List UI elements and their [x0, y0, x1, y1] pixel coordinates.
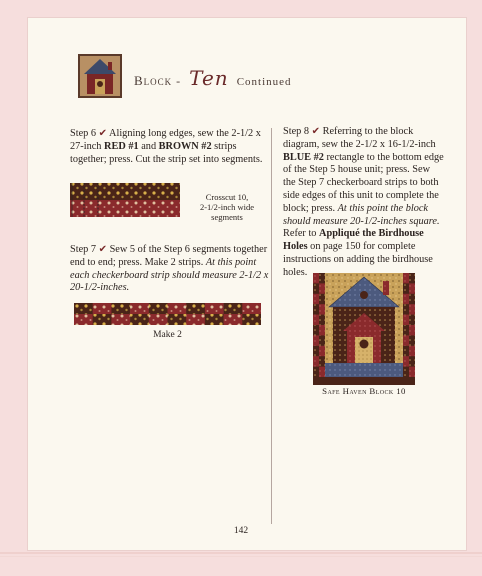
block-side-cell [403, 304, 409, 315]
checker-cell [130, 314, 149, 325]
block-side-cell [319, 335, 325, 346]
step8-text-2: rectangle to the bottom edge of the Step 5 house unit; press. Sew the Step 7 checkerboard strips to both side edges of this unit to complete the block; press. [283, 151, 444, 214]
block-side-cell [319, 367, 325, 378]
step8-text-3: Refer to [283, 228, 320, 240]
block-side-cell [319, 356, 325, 367]
block-side-cell [409, 335, 415, 346]
checker-cell [149, 303, 168, 314]
step8-label: Step 8 [283, 126, 310, 137]
block-side-cell [313, 367, 319, 378]
checker-cell [130, 303, 149, 314]
block-side-cell [409, 346, 415, 357]
step8-text-1: Referring to the block diagram, sew the 2-1/2 x 16-1/2-inch [283, 126, 436, 150]
checker-cell [111, 303, 130, 314]
block-caption: Safe Haven Block 10 [322, 386, 406, 396]
checker-cell [186, 303, 205, 314]
checker-cell [111, 314, 130, 325]
page-number: 142 [233, 526, 249, 536]
step8-blue: BLUE #2 [283, 151, 324, 163]
checker-cell [74, 314, 93, 325]
block-side-cell [319, 325, 325, 336]
checker-cell [168, 314, 187, 325]
block-header [78, 54, 438, 106]
block-side-cell [403, 346, 409, 357]
block-side-cell [409, 315, 415, 326]
step8-paragraph [283, 126, 445, 280]
step6-text-2: and [138, 140, 159, 152]
block-side-cell [313, 346, 319, 357]
checker-cell [242, 314, 261, 325]
step6-brown: BROWN #2 [158, 140, 212, 152]
checkmark-icon: ✔ [98, 128, 107, 139]
step6-label: Step 6 [70, 128, 97, 139]
block-side-cell [409, 356, 415, 367]
checkmark-icon: ✔ [98, 244, 107, 255]
block-side-cell [313, 304, 319, 315]
block-side-cell [409, 283, 415, 294]
checker-cell [205, 303, 224, 314]
checkerboard-strip-illustration [74, 303, 261, 325]
block-side-cell [409, 273, 415, 284]
step7-italic: At this point each checkerboard strip should measure 2-1/2 x 20-1/2-inches. [70, 256, 269, 294]
step7-label: Step 7 [70, 244, 97, 255]
step6-text-1: Aligning long edges, sew the 2-1/2 x 27-inch [70, 128, 261, 152]
block-side-cell [313, 283, 319, 294]
block-side-cell [403, 273, 409, 284]
checker-cell [149, 314, 168, 325]
block-side-cell [403, 335, 409, 346]
block-side-cell [313, 273, 319, 284]
block-side-cell [319, 294, 325, 305]
block-side-cell [409, 294, 415, 305]
block-side-cell [409, 325, 415, 336]
checker-cell [242, 303, 261, 314]
checker-cell [205, 314, 224, 325]
block-side-cell [319, 283, 325, 294]
checker-cell [93, 314, 112, 325]
bottom-border [0, 552, 482, 554]
block-thumbnail-icon [78, 54, 122, 98]
step8-bold-link: Appliqué the Birdhouse Holes [283, 228, 424, 253]
step8-text-4: on page 150 for complete instructions on adding the birdhouse holes. [283, 241, 433, 278]
block-side-cell [313, 315, 319, 326]
safe-haven-block-illustration [313, 273, 415, 385]
block-side-cell [409, 304, 415, 315]
crosscut-line1: Crosscut 10, [205, 192, 249, 202]
checker-cell [74, 303, 93, 314]
make-2-label: Make 2 [153, 330, 182, 340]
block-title [134, 66, 292, 90]
strip-set-illustration [70, 181, 180, 219]
step7-paragraph [70, 244, 270, 295]
block-side-cell [403, 325, 409, 336]
title-ten-word: Ten [189, 66, 229, 90]
step6-block [70, 128, 268, 166]
block-side-cell [403, 283, 409, 294]
step8-italic: At this point the block should measure 20-1/2-inches square. [283, 202, 440, 227]
checker-cell [186, 314, 205, 325]
block-side-cell [313, 294, 319, 305]
block-side-cell [319, 315, 325, 326]
block-side-cell [403, 356, 409, 367]
block-side-cell [313, 356, 319, 367]
checker-cell [93, 303, 112, 314]
crosscut-line2: 2-1/2-inch wide [199, 202, 255, 212]
title-continued: Continued [236, 76, 292, 88]
block-side-cell [313, 335, 319, 346]
title-dash: - [176, 74, 182, 88]
crosscut-note [186, 192, 268, 222]
checker-cell [168, 303, 187, 314]
step8-block [283, 126, 445, 280]
checkmark-icon: ✔ [311, 126, 320, 137]
block-side-cell [319, 273, 325, 284]
block-side-cell [403, 315, 409, 326]
bottom-border-thin [0, 556, 482, 557]
block-side-cell [313, 325, 319, 336]
step7-text-1: Sew 5 of the Step 6 segments together end to end; press. Make 2 strips. [70, 244, 268, 268]
block-side-cell [319, 346, 325, 357]
block-side-cell [403, 367, 409, 378]
step6-paragraph [70, 128, 268, 166]
block-side-cell [319, 304, 325, 315]
block-side-cell [409, 367, 415, 378]
block-side-cell [403, 294, 409, 305]
step7-block [70, 244, 270, 295]
checker-cell [224, 314, 243, 325]
checker-cell [224, 303, 243, 314]
crosscut-line3: segments [211, 212, 243, 222]
step6-text-3: strips together; press. Cut the strip set into segments. [70, 140, 263, 165]
step6-red: RED #1 [104, 140, 139, 152]
title-block-word: Block [134, 73, 173, 88]
column-divider [271, 128, 272, 524]
